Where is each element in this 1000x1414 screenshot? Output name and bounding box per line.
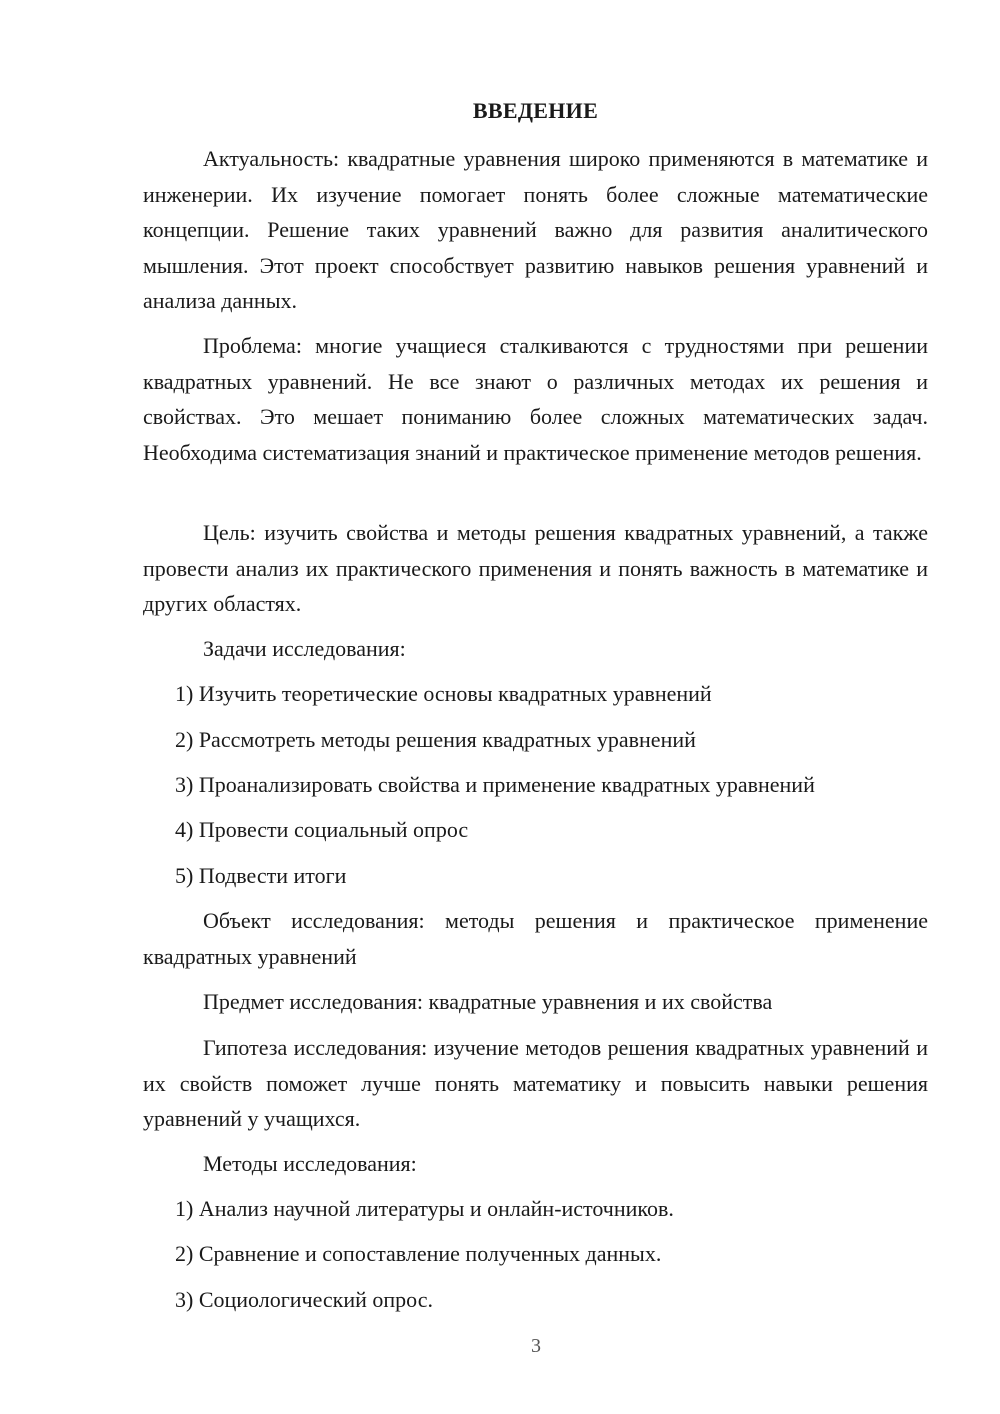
task-item-4: 4) Провести социальный опрос — [175, 817, 469, 842]
task-item-1: 1) Изучить теоретические основы квадратных уравнений — [175, 681, 712, 706]
method-item-1: 1) Анализ научной литературы и онлайн-источников. — [175, 1196, 674, 1221]
paragraph-goal: Цель: изучить свойства и методы решения квадратных уравнений, а также провести анализ их практического применения и понять важность в математике и других областях. — [143, 520, 928, 616]
method-item-3: 3) Социологический опрос. — [175, 1287, 433, 1312]
task-item-2: 2) Рассмотреть методы решения квадратных уравнений — [175, 727, 696, 752]
method-item-2: 2) Сравнение и сопоставление полученных данных. — [175, 1241, 662, 1266]
task-item-3: 3) Проанализировать свойства и применение квадратных уравнений — [175, 772, 815, 797]
page-number: 3 — [531, 1335, 541, 1357]
paragraph-hypothesis: Гипотеза исследования: изучение методов решения квадратных уравнений и их свойств поможет лучше понять математику и повысить навыки решения уравнений у учащихся. — [143, 1035, 928, 1131]
task-item-5: 5) Подвести итоги — [175, 863, 347, 888]
paragraph-subject: Предмет исследования: квадратные уравнения и их свойства — [203, 989, 773, 1014]
methods-heading: Методы исследования: — [203, 1151, 417, 1176]
page-title: ВВЕДЕНИЕ — [472, 98, 599, 123]
paragraph-relevance: Актуальность: квадратные уравнения широко применяются в математике и инженерии. Их изучение помогает понять более сложные математические концепции. Решение таких уравнений важно для развития аналитического мышления. Этот проект способствует развитию навыков решения уравнений и анализа данных. — [143, 146, 928, 313]
tasks-heading: Задачи исследования: — [203, 636, 406, 661]
paragraph-object: Объект исследования: методы решения и практическое применение квадратных уравнений — [143, 908, 928, 969]
paragraph-problem: Проблема: многие учащиеся сталкиваются с трудностями при решении квадратных уравнений. Не все знают о различных методах их решения и свойствах. Это мешает пониманию более сложных математических задач. Необходима систематизация знаний и практическое применение методов решения. — [143, 333, 928, 465]
